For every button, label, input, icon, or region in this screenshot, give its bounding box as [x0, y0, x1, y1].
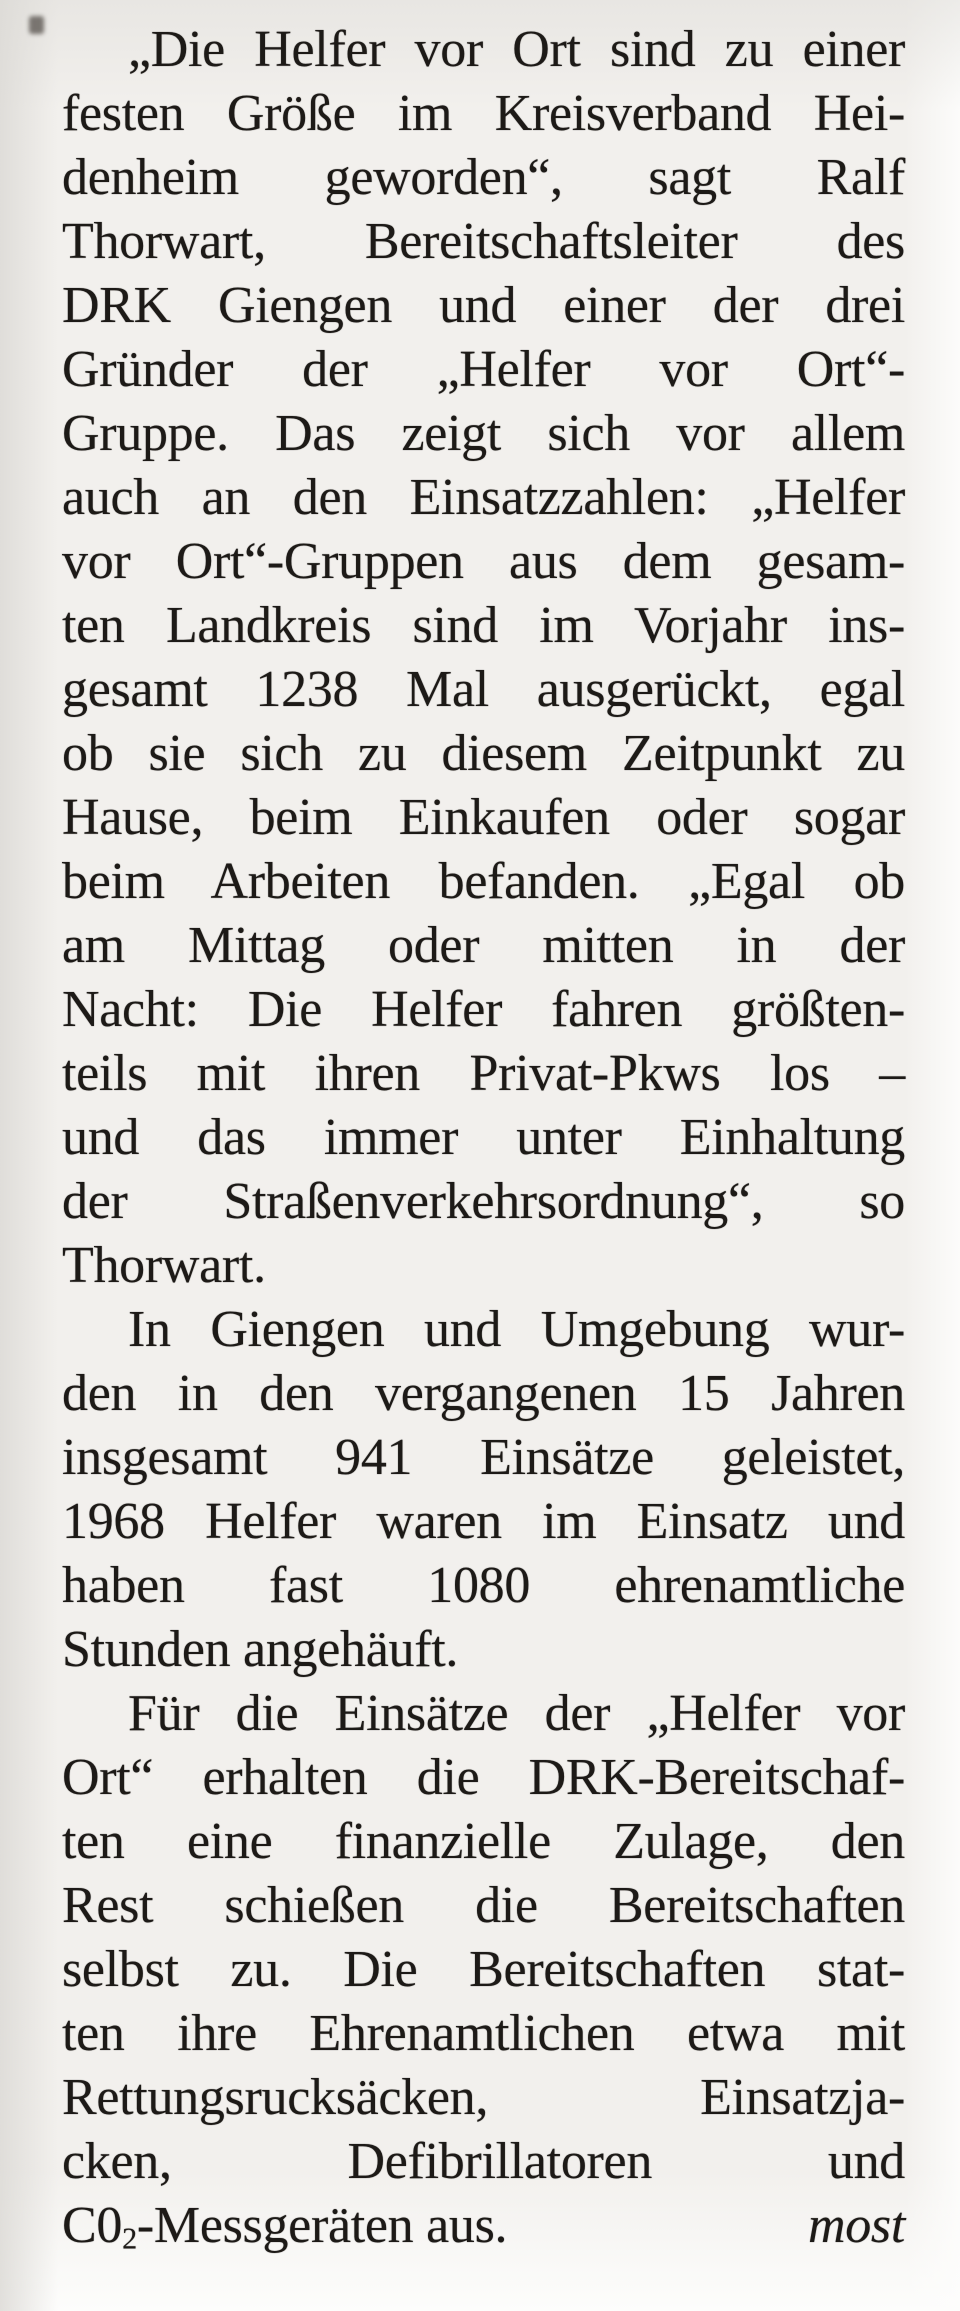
text-line: auch an den Einsatzzahlen: „Helfer — [62, 469, 905, 526]
text-line: Rettungsrucksäcken, Einsatzja- — [62, 2069, 905, 2126]
text-line: ten eine finanzielle Zulage, den — [62, 1813, 905, 1870]
subscript-2: 2 — [122, 2221, 137, 2256]
final-sentence-pre: C0 — [62, 2197, 123, 2254]
article-text-column — [62, 18, 905, 2258]
text-line: gesamt 1238 Mal ausgerückt, egal — [62, 661, 905, 718]
text-line: Thorwart. — [62, 1237, 266, 1294]
paragraph — [62, 1682, 905, 2194]
text-line: DRK Giengen und einer der drei — [62, 277, 905, 334]
text-line: beim Arbeiten befanden. „Egal ob — [62, 853, 905, 910]
text-line: Gruppe. Das zeigt sich vor allem — [62, 405, 905, 462]
text-line: Rest schießen die Bereitschaften — [62, 1877, 905, 1934]
text-line — [62, 2194, 905, 2258]
text-line: Nacht: Die Helfer fahren größten- — [62, 981, 905, 1038]
scan-artifact — [29, 16, 44, 34]
text-line: ten ihre Ehrenamtlichen etwa mit — [62, 2005, 905, 2062]
text-line: „Die Helfer vor Ort sind zu einer — [128, 21, 905, 78]
text-line: vor Ort“-Gruppen aus dem gesam- — [62, 533, 905, 590]
text-line: und das immer unter Einhaltung — [62, 1109, 905, 1166]
text-line: In Giengen und Umgebung wur- — [128, 1301, 905, 1358]
text-line: Stunden angehäuft. — [62, 1621, 459, 1678]
article-paragraphs — [62, 18, 905, 2194]
text-line: selbst zu. Die Bereitschaften stat- — [62, 1941, 905, 1998]
text-line: Hause, beim Einkaufen oder sogar — [62, 789, 905, 846]
text-line: der Straßenverkehrsordnung“, so — [62, 1173, 905, 1230]
text-line: denheim geworden“, sagt Ralf — [62, 149, 905, 206]
text-line: ten Landkreis sind im Vorjahr ins- — [62, 597, 905, 654]
text-line: Ort“ erhalten die DRK-Bereitschaf- — [62, 1749, 905, 1806]
paragraph — [62, 18, 905, 1298]
final-sentence-post: -Messgeräten aus. — [136, 2197, 508, 2254]
text-line: insgesamt 941 Einsätze geleistet, — [62, 1429, 905, 1486]
text-line: am Mittag oder mitten in der — [62, 917, 905, 974]
text-line: den in den vergangenen 15 Jahren — [62, 1365, 905, 1422]
text-line: Gründer der „Helfer vor Ort“- — [62, 341, 905, 398]
text-line: Thorwart, Bereitschaftsleiter des — [62, 213, 905, 270]
author-initials: most — [807, 2197, 905, 2254]
text-line: festen Größe im Kreisverband Hei- — [62, 85, 905, 142]
text-line: ob sie sich zu diesem Zeitpunkt zu — [62, 725, 905, 782]
text-line: haben fast 1080 ehrenamtliche — [62, 1557, 905, 1614]
text-line: Für die Einsätze der „Helfer vor — [128, 1685, 905, 1742]
paragraph — [62, 1298, 905, 1682]
final-sentence — [62, 2194, 507, 2258]
text-line: teils mit ihren Privat-Pkws los – — [62, 1045, 905, 1102]
text-line: 1968 Helfer waren im Einsatz und — [62, 1493, 905, 1550]
text-line: cken, Defibrillatoren und — [62, 2133, 905, 2190]
